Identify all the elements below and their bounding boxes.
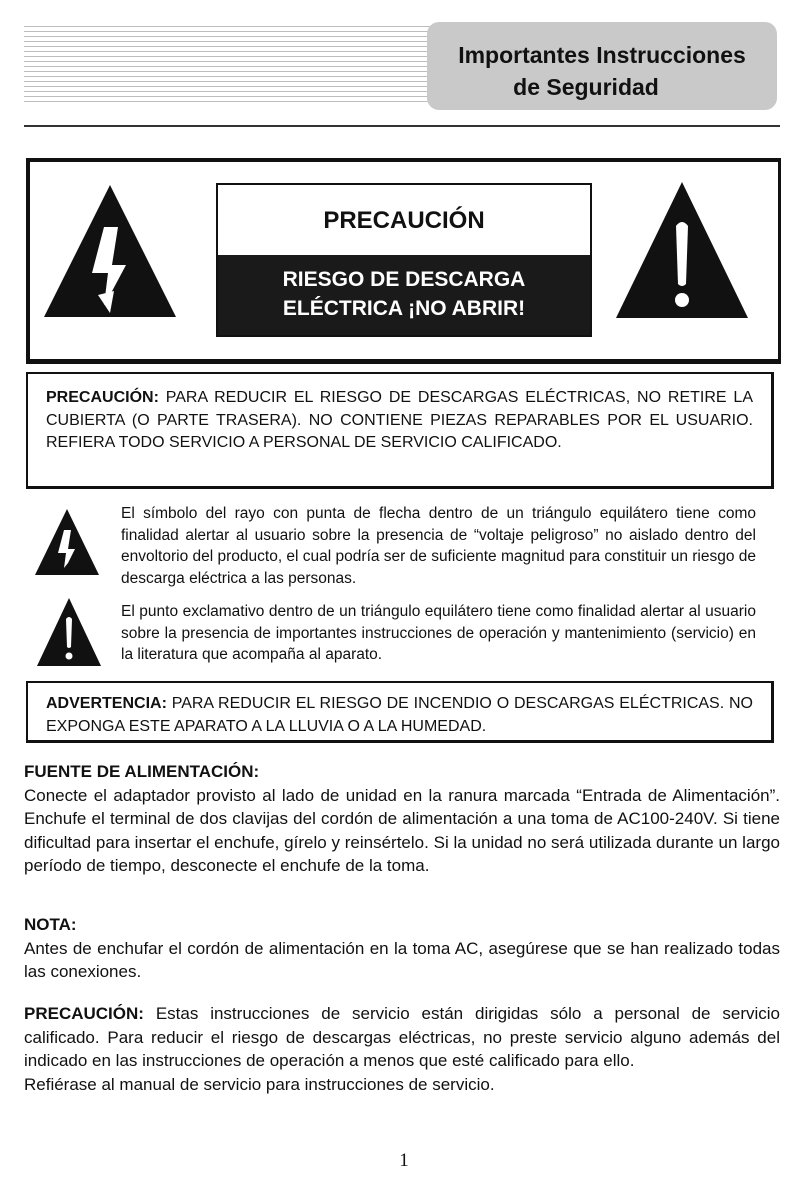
page-number: 1	[399, 1150, 409, 1171]
header-rule	[24, 125, 780, 127]
shock-line-2: ELÉCTRICA ¡NO ABRIR!	[282, 297, 526, 320]
shock-warning	[218, 255, 590, 335]
caution-panel	[216, 183, 592, 337]
caution-notice-box	[26, 372, 774, 489]
exclamation-triangle-icon	[614, 180, 750, 320]
note-heading: NOTA:	[24, 915, 77, 934]
exclamation-triangle-icon	[36, 597, 102, 667]
warning-notice-box	[26, 681, 774, 743]
warning-label: ADVERTENCIA:	[46, 695, 167, 712]
service-caution-section	[24, 1002, 780, 1096]
power-supply-heading: FUENTE DE ALIMENTACIÓN:	[24, 762, 260, 781]
lightning-bolt-triangle-icon	[42, 183, 178, 319]
lightning-bolt-triangle-icon	[34, 508, 100, 576]
exclamation-symbol-text: El punto exclamativo dentro de un triángulo equilátero tiene como finalidad alertar al usuario sobre la presencia de importantes instrucciones de operación y mantenimiento (servicio) en la literatura que acompaña al aparato.	[121, 603, 756, 663]
caution-text: PARA REDUCIR EL RIESGO DE DESCARGAS ELÉCTRICAS, NO RETIRE LA CUBIERTA (O PARTE TRASERA). NO CONTIENE PIEZAS REPARABLES POR EL USUARIO. REFIERA TODO SERVICIO A PERSONAL DE SERVICIO CALIFICADO.	[46, 389, 753, 451]
note-text: Antes de enchufar el cordón de alimentación en la toma AC, asegúrese que se han realizado todas las conexiones.	[24, 938, 780, 981]
title-line-2: de Seguridad	[513, 74, 659, 100]
shock-line-1: RIESGO DE DESCARGA	[282, 268, 526, 291]
caution-title: PRECAUCIÓN	[218, 185, 590, 255]
service-caution-text-2: Refiérase al manual de servicio para instrucciones de servicio.	[24, 1074, 495, 1094]
header-stripes	[24, 26, 434, 106]
lightning-symbol-text: El símbolo del rayo con punta de flecha dentro de un triángulo equilátero tiene como finalidad alertar al usuario sobre la presencia de “voltaje peligroso” no aislado dentro del envoltorio del producto, el cual podría ser de suficiente magnitud para constituir un riesgo de descarga eléctrica a las personas.	[121, 505, 757, 587]
warning-text: PARA REDUCIR EL RIESGO DE INCENDIO O DESCARGAS ELÉCTRICAS. NO EXPONGA ESTE APARATO A LA LLUVIA O A LA HUMEDAD.	[46, 695, 753, 735]
service-caution-label: PRECAUCIÓN:	[24, 1004, 144, 1023]
title-line-1: Importantes Instrucciones	[458, 42, 746, 68]
section-title-box	[427, 22, 777, 110]
service-caution-text: Estas instrucciones de servicio están dirigidas sólo a personal de servicio calificado. Para reducir el riesgo de descargas eléctricas, no preste servicio alguno además del indicado en las instrucciones de operación a menos que esté calificado para ello.	[24, 1004, 780, 1070]
power-supply-section	[24, 760, 780, 878]
note-section	[24, 913, 780, 984]
power-supply-text: Conecte el adaptador provisto al lado de unidad en la ranura marcada “Entrada de Alimentación”. Enchufe el terminal de dos clavijas del cordón de alimentación a una toma de AC100-240V. Si tiene dificultad para insertar el enchufe, gírelo y reinsértelo. Si la unidad no será utilizada durante un largo período de tiempo, desconecte el enchufe de la toma.	[24, 785, 780, 875]
caution-label: PRECAUCIÓN:	[46, 389, 159, 406]
